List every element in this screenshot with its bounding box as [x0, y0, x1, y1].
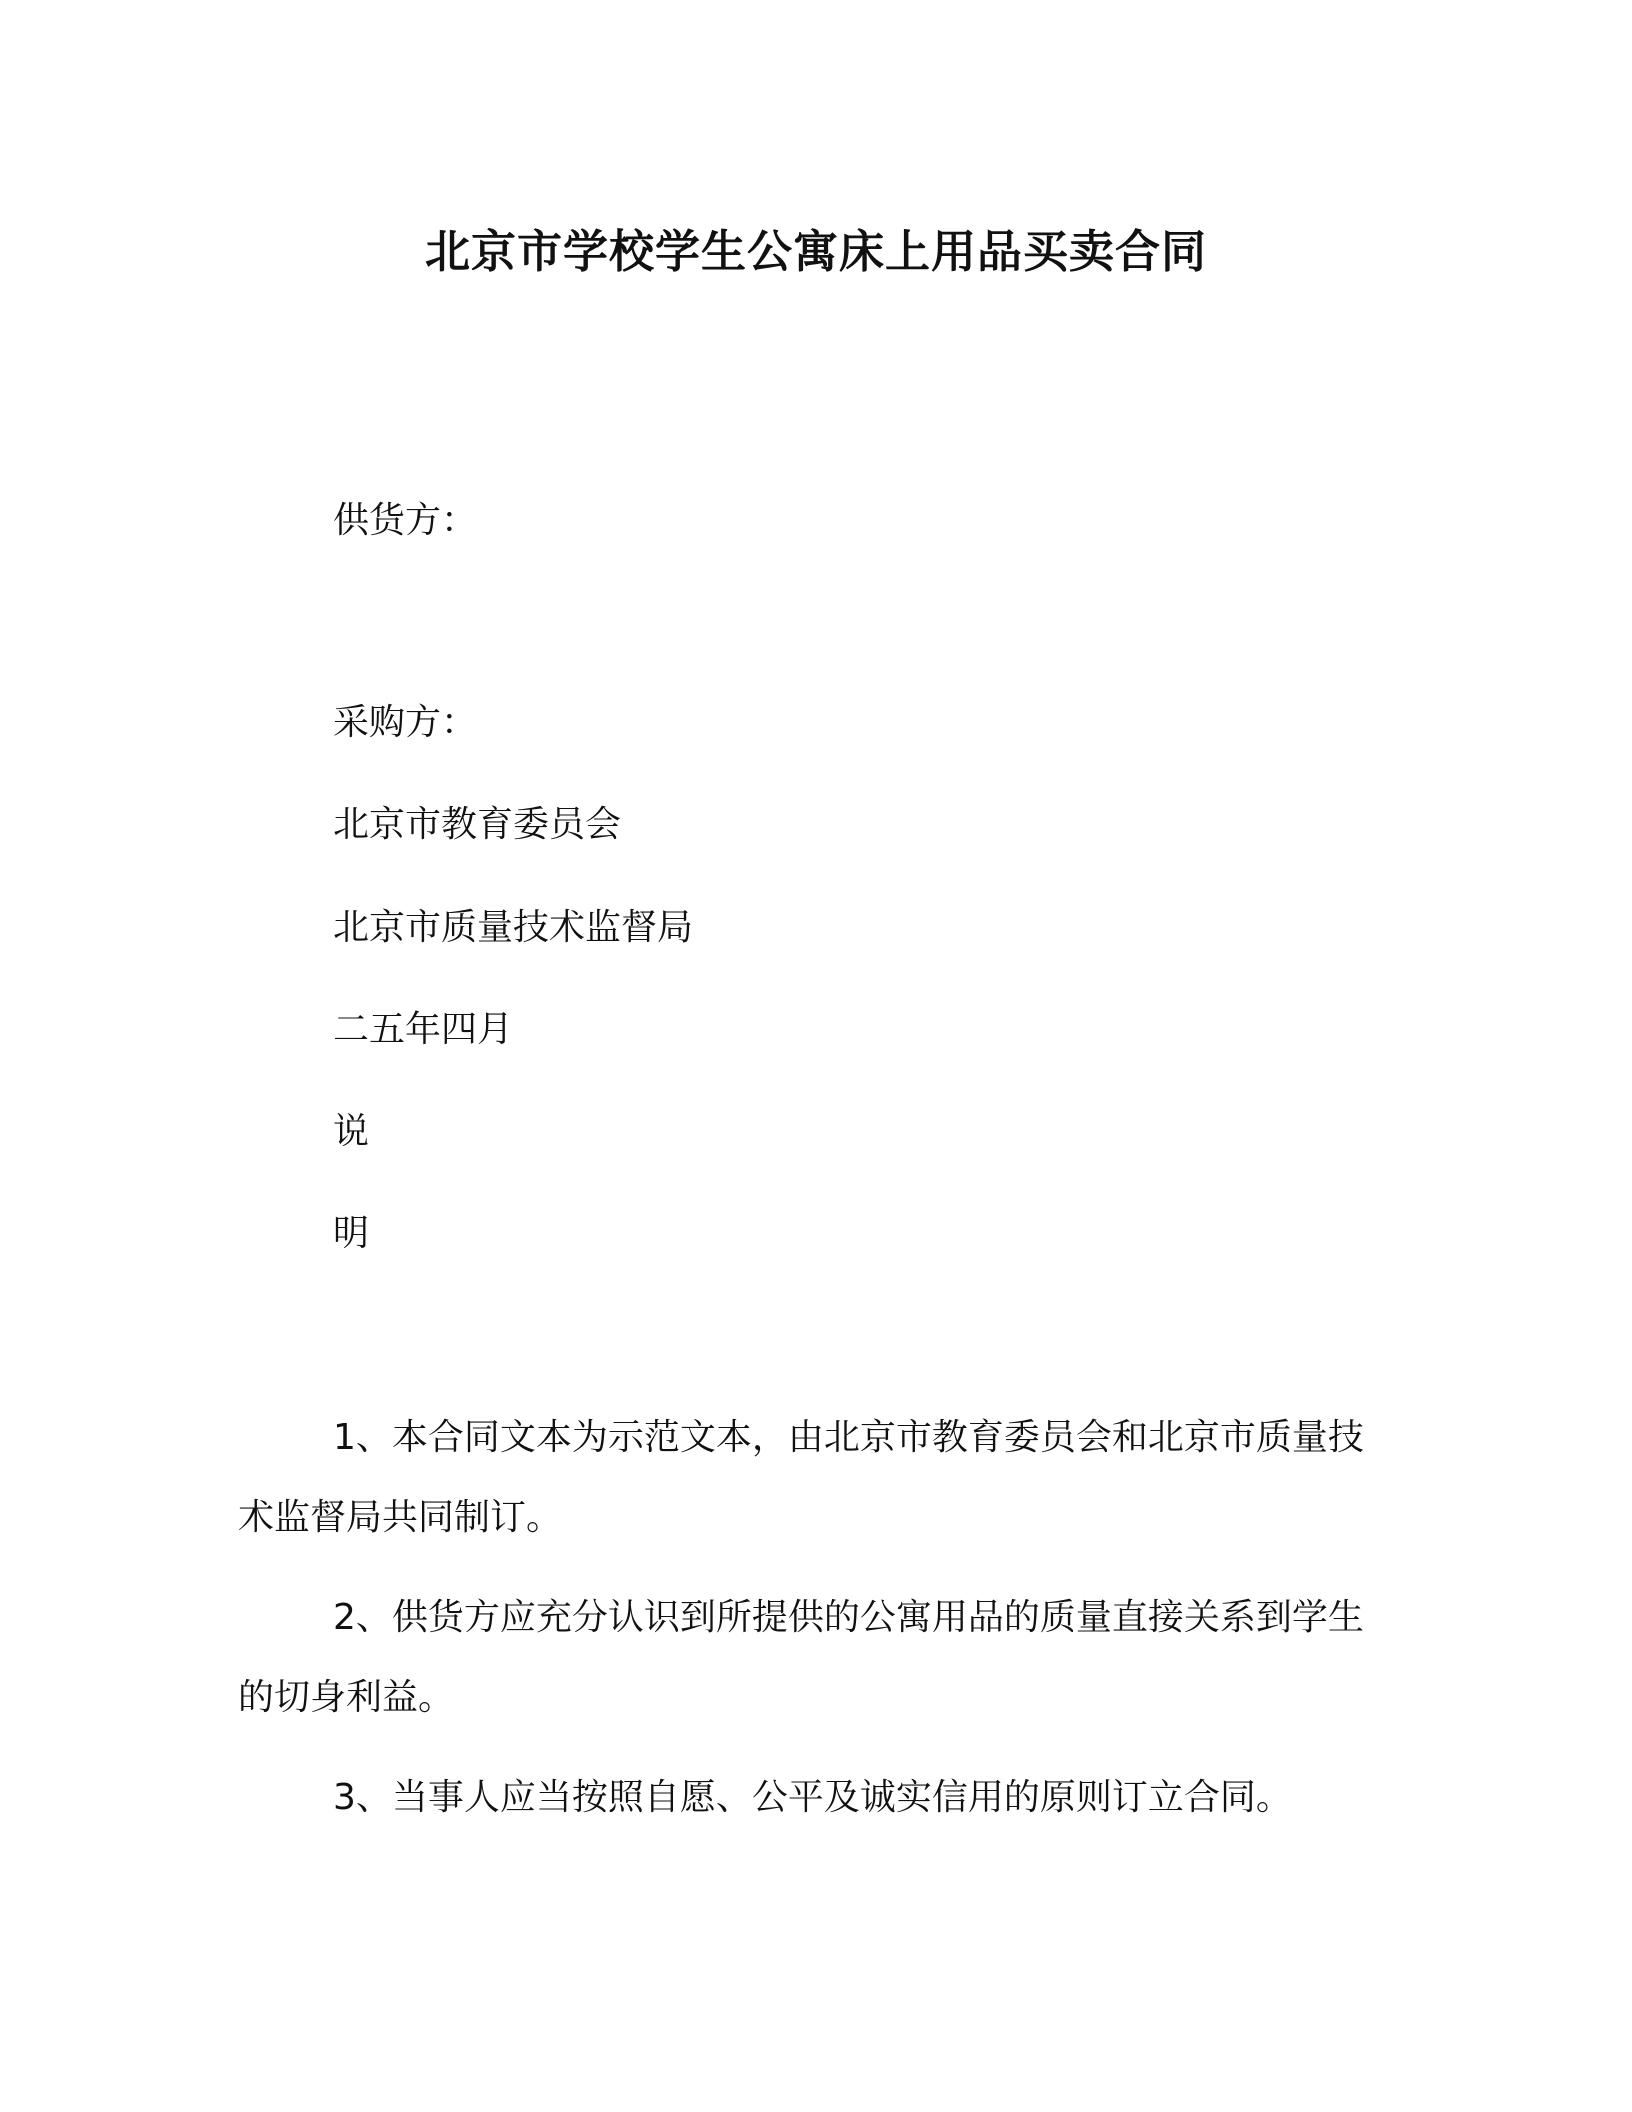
note-paragraph-2: 2、供货方应充分认识到所提供的公寓用品的质量直接关系到学生的切身利益。 [238, 1597, 1364, 1718]
supplier-label: 供货方： [333, 500, 478, 541]
heading-shuo: 说 [333, 1111, 370, 1152]
document-title: 北京市学校学生公寓床上用品买卖合同 [424, 225, 1207, 278]
document-date: 二五年四月 [333, 1009, 514, 1050]
issuer-quality-bureau: 北京市质量技术监督局 [333, 907, 694, 948]
note-paragraph-1: 1、本合同文本为示范文本，由北京市教育委员会和北京市质量技术监督局共同制订。 [238, 1417, 1364, 1538]
purchaser-label: 采购方： [333, 702, 478, 743]
issuer-education-commission: 北京市教育委员会 [333, 804, 622, 845]
note-paragraph-3: 3、当事人应当按照自愿、公平及诚实信用的原则订立合同。 [333, 1777, 1292, 1818]
heading-ming: 明 [333, 1213, 370, 1254]
